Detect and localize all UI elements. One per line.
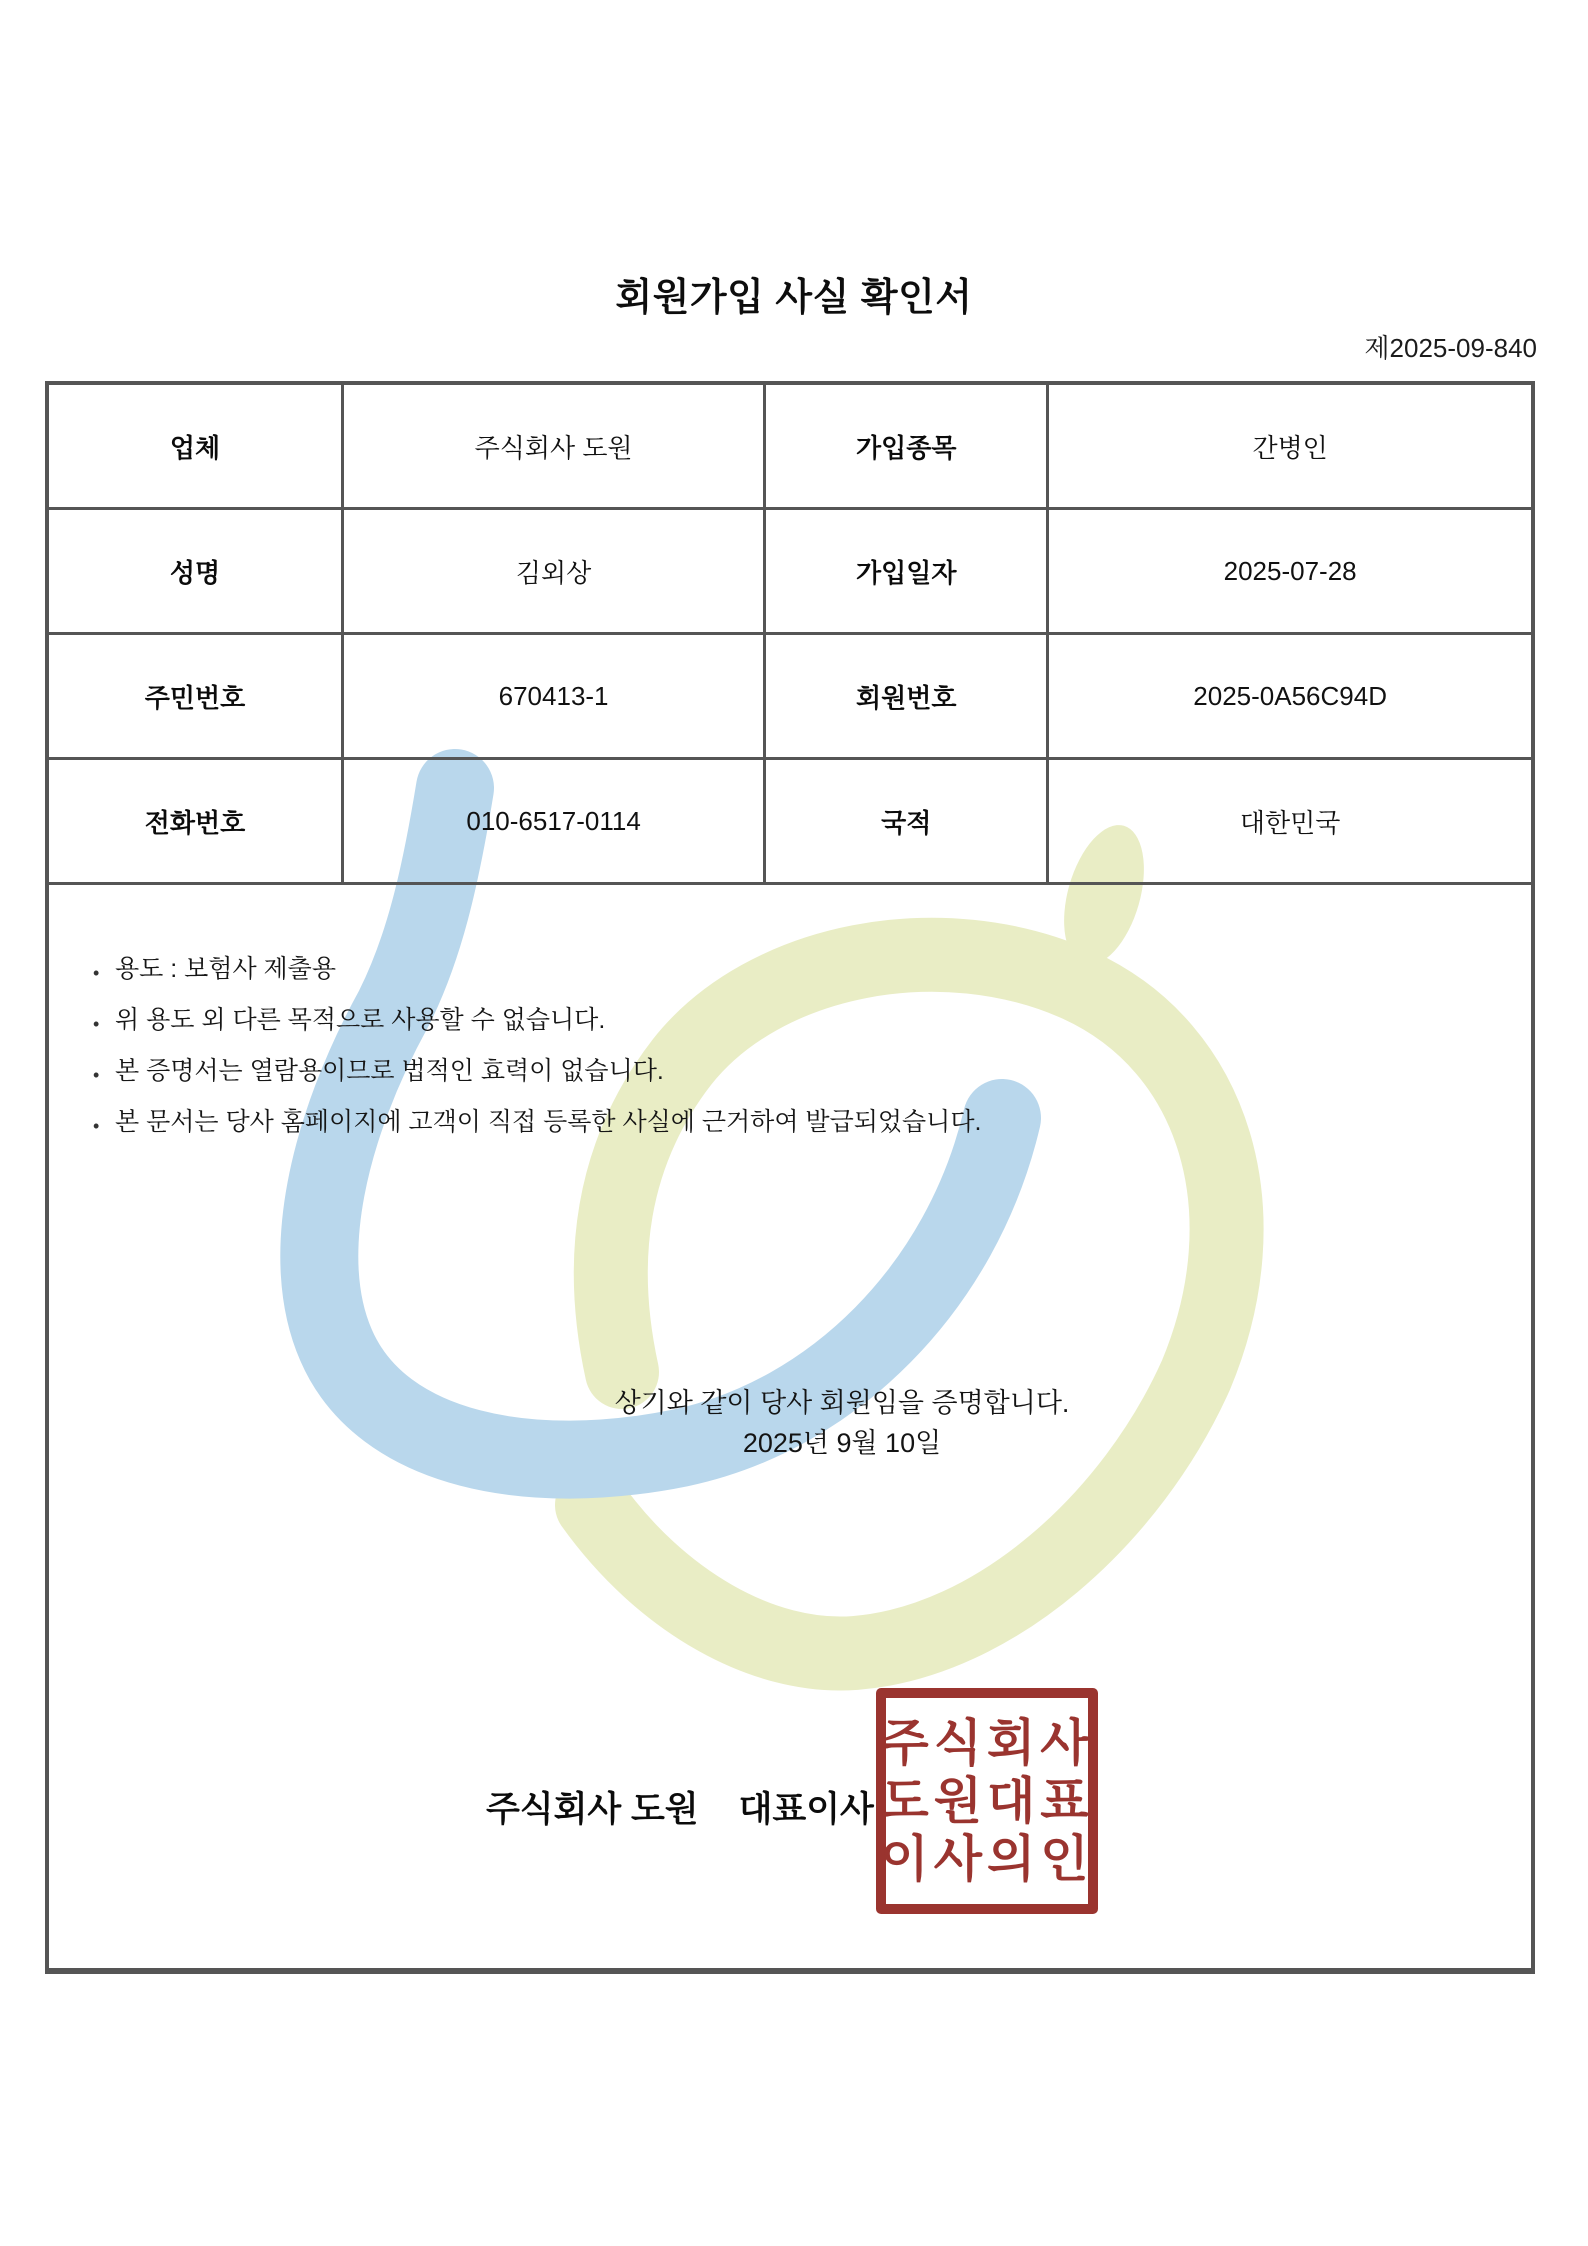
field-value-name: 김외상 (344, 510, 766, 632)
field-value-membership-type: 간병인 (1252, 432, 1328, 463)
seal-line-1: 주식회사 (880, 1715, 1094, 1771)
field-label-resident-number: 주민번호 (49, 635, 344, 757)
field-label-name: 성명 (49, 510, 344, 632)
signature-line (486, 1782, 874, 1832)
statement-date: 2025년 9월 10일 (742, 1428, 942, 1458)
field-value-company: 주식회사 도원 (344, 385, 766, 507)
table-row-phone (49, 760, 1531, 885)
field-value-member-number: 2025-0A56C94D (1193, 680, 1387, 711)
note-item-usage-limit: • 위 용도 외 다른 목적으로 사용할 수 없습니다. (79, 1006, 1491, 1034)
field-value-join-date: 2025-07-28 (1223, 555, 1357, 586)
signature-company: 주식회사 도원 (486, 1790, 699, 1829)
field-value-phone-number: 010-6517-0114 (344, 760, 766, 882)
table-row-resident-number (49, 635, 1531, 760)
field-label-member-number: 회원번호 (766, 635, 1049, 757)
certification-statement (48, 1383, 1588, 1463)
document-title: 회원가입 사실 확인서 (615, 277, 973, 319)
note-item-purpose: • 용도 : 보험사 제출용 (79, 955, 1491, 983)
note-item-legal-effect: • 본 증명서는 열람용이므로 법적인 효력이 없습니다. (79, 1057, 1491, 1085)
member-info-table (49, 385, 1531, 885)
field-label-join-date: 가입일자 (766, 510, 1049, 632)
field-label-phone-number: 전화번호 (49, 760, 344, 882)
corporate-seal-stamp (876, 1688, 1098, 1914)
signature-ceo-title: 대표이사 (738, 1790, 874, 1829)
note-item-issuance-basis: • 본 문서는 당사 홈페이지에 고객이 직접 등록한 사실에 근거하여 발급되었습니다. (79, 1108, 1491, 1136)
field-value-nationality: 대한민국 (1239, 807, 1341, 838)
table-row-name (49, 510, 1531, 635)
notes-list (79, 955, 1491, 1136)
field-value-resident-number: 670413-1 (344, 635, 766, 757)
seal-line-2: 도원대표 (880, 1773, 1094, 1829)
field-label-membership-type: 가입종목 (766, 385, 1049, 507)
certificate-body-box (45, 381, 1535, 1974)
document-number: 제2025-09-840 (1364, 333, 1537, 363)
field-label-nationality: 국적 (766, 760, 1049, 882)
seal-line-3: 이사의인 (880, 1831, 1094, 1887)
field-label-company: 업체 (49, 385, 344, 507)
table-row-company (49, 385, 1531, 510)
statement-line: 상기와 같이 당사 회원임을 증명합니다. (614, 1388, 1070, 1418)
